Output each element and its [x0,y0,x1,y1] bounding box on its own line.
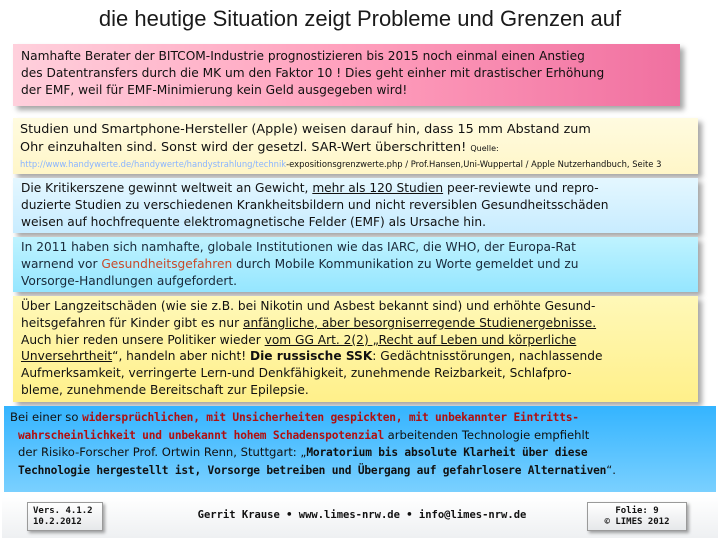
box2-line: Ohr einzuhalten sind. Sonst wird der gesetzl. SAR-Wert überschritten! [20,140,467,155]
version-box [27,502,103,531]
text: warnend vor [21,257,102,271]
box5-line [21,348,690,365]
text: der Risiko-Forscher Prof. Ortwin Renn, Stuttgart: „ [18,445,307,459]
text: Auch hier reden unsere Politiker wieder [21,332,265,347]
box6-line [10,409,710,427]
source-rest: -expositionsgrenzwerte.php / Prof.Hansen,Uni-Wuppertal / Apple Nutzerhandbuch, Seite 3 [286,159,662,169]
slide-number: Folie: 9 [615,506,659,516]
text: “, handeln aber nicht! [112,349,250,364]
box5-line [21,332,690,349]
box5-line: Über Langzeitschäden (wie sie z.B. bei Nikotin und Asbest bekannt sind) und erhöhte Gesund- [21,299,596,313]
box3-line: weisen auf hochfrequente elektromagnetische Felder (EMF) als Ursache hin. [21,215,486,229]
box-institutions [13,237,698,292]
box3-line: duzierte Studien zu verschiedenen Krankheitsbildern und nicht reversiblen Gesundheitsschäden [21,198,609,212]
text: : Gedächtnisstörungen, nachlassende [372,349,603,364]
box-smartphone-distance [13,118,698,174]
studies-link[interactable]: mehr als 120 Studien [312,181,444,195]
text: heitsgefahren für Kinder gibt es nur [21,315,243,330]
box4-line: Vorsorge-Handlungen aufgefordert. [21,274,238,288]
box-long-term-damage [13,296,698,402]
box3-line [21,180,690,197]
bold-ssk: Die russische SSK [249,349,373,364]
box1-line: Namhafte Berater der BITCOM-Industrie prognostizieren bis 2015 noch einmal einen Anstieg [21,49,585,63]
box1-line: des Datentransfers durch die MK um den Faktor 10 ! Dies geht einher mit drastischer Erhöhung [21,66,605,80]
box6-line [10,444,710,462]
box4-line [21,256,690,273]
box6-line [10,462,710,480]
bold-quote: Technologie hergestellt ist, Vorsorge betreiben und Übergang auf gefahrlosere Alternativen [18,463,607,477]
quelle-label: Quelle: [470,144,499,153]
version-label: Vers. 4.1.2 [33,506,93,516]
underlined-text: vom GG Art. 2(2) „Recht auf Leben und körperliche [264,332,577,347]
text: peer-reviewte und repro- [443,181,599,195]
box4-line: In 2011 haben sich namhafte, globale Institutionen wie das IARC, die WHO, der Europa-Rat [21,240,576,254]
date-label: 10.2.2012 [33,517,82,527]
box-bitcom-forecast [13,44,680,106]
footer [2,497,718,538]
copyright: © LIMES 2012 [604,517,670,527]
slide-title: die heutige Situation zeigt Probleme und Grenzen auf [98,6,622,31]
box1-line: der EMF, weil für EMF-Minimierung kein Geld ausgegeben wird! [21,83,408,97]
text: durch Mobile Kommunikation zu Worte gemeldet und zu [232,257,579,271]
red-text: wahrscheinlichkeit und unbekannt hohem Schadenspotenzial [18,428,384,442]
page-box [587,502,687,531]
highlight-gesundheitsgefahren: Gesundheitsgefahren [101,257,233,271]
box5-line [21,315,690,332]
source-link[interactable]: http://www.handywerte.de/handywerte/handystrahlung/technik [20,159,287,169]
box-recommendation [4,406,716,492]
red-text: widersprüchlichen, mit Unsicherheiten gespickten, mit unbekannter Eintritts- [82,411,579,424]
text: Bei einer so [10,410,83,424]
underlined-text: Unversehrtheit [21,349,113,364]
box5-line: bleme, zunehmende Bereitschaft zur Epilepsie. [21,382,309,397]
bold-quote: Moratorium bis absolute Klarheit über diese [306,446,588,459]
box6-line [10,427,710,445]
box2-line: Studien und Smartphone-Hersteller (Apple) weisen darauf hin, dass 15 mm Abstand zum [20,122,591,137]
text: Die Kritikerszene gewinnt weltweit an Gewicht, [21,181,313,195]
box2-line-with-quelle [20,139,691,158]
text: arbeitenden Technologie empfiehlt [384,427,590,442]
box5-line: Aufmerksamkeit, verringerte Lern-und Denkfähigkeit, zunehmende Reizbarkeit, Schlafpro- [21,366,572,381]
text: “. [606,462,616,477]
box-critics [13,178,698,233]
underlined-text: anfängliche, aber besorgniserregende Studienergebnisse. [242,315,597,330]
source-line [20,159,691,169]
footer-contact: Gerrit Krause • www.limes-nrw.de • info@limes-nrw.de [197,509,527,521]
